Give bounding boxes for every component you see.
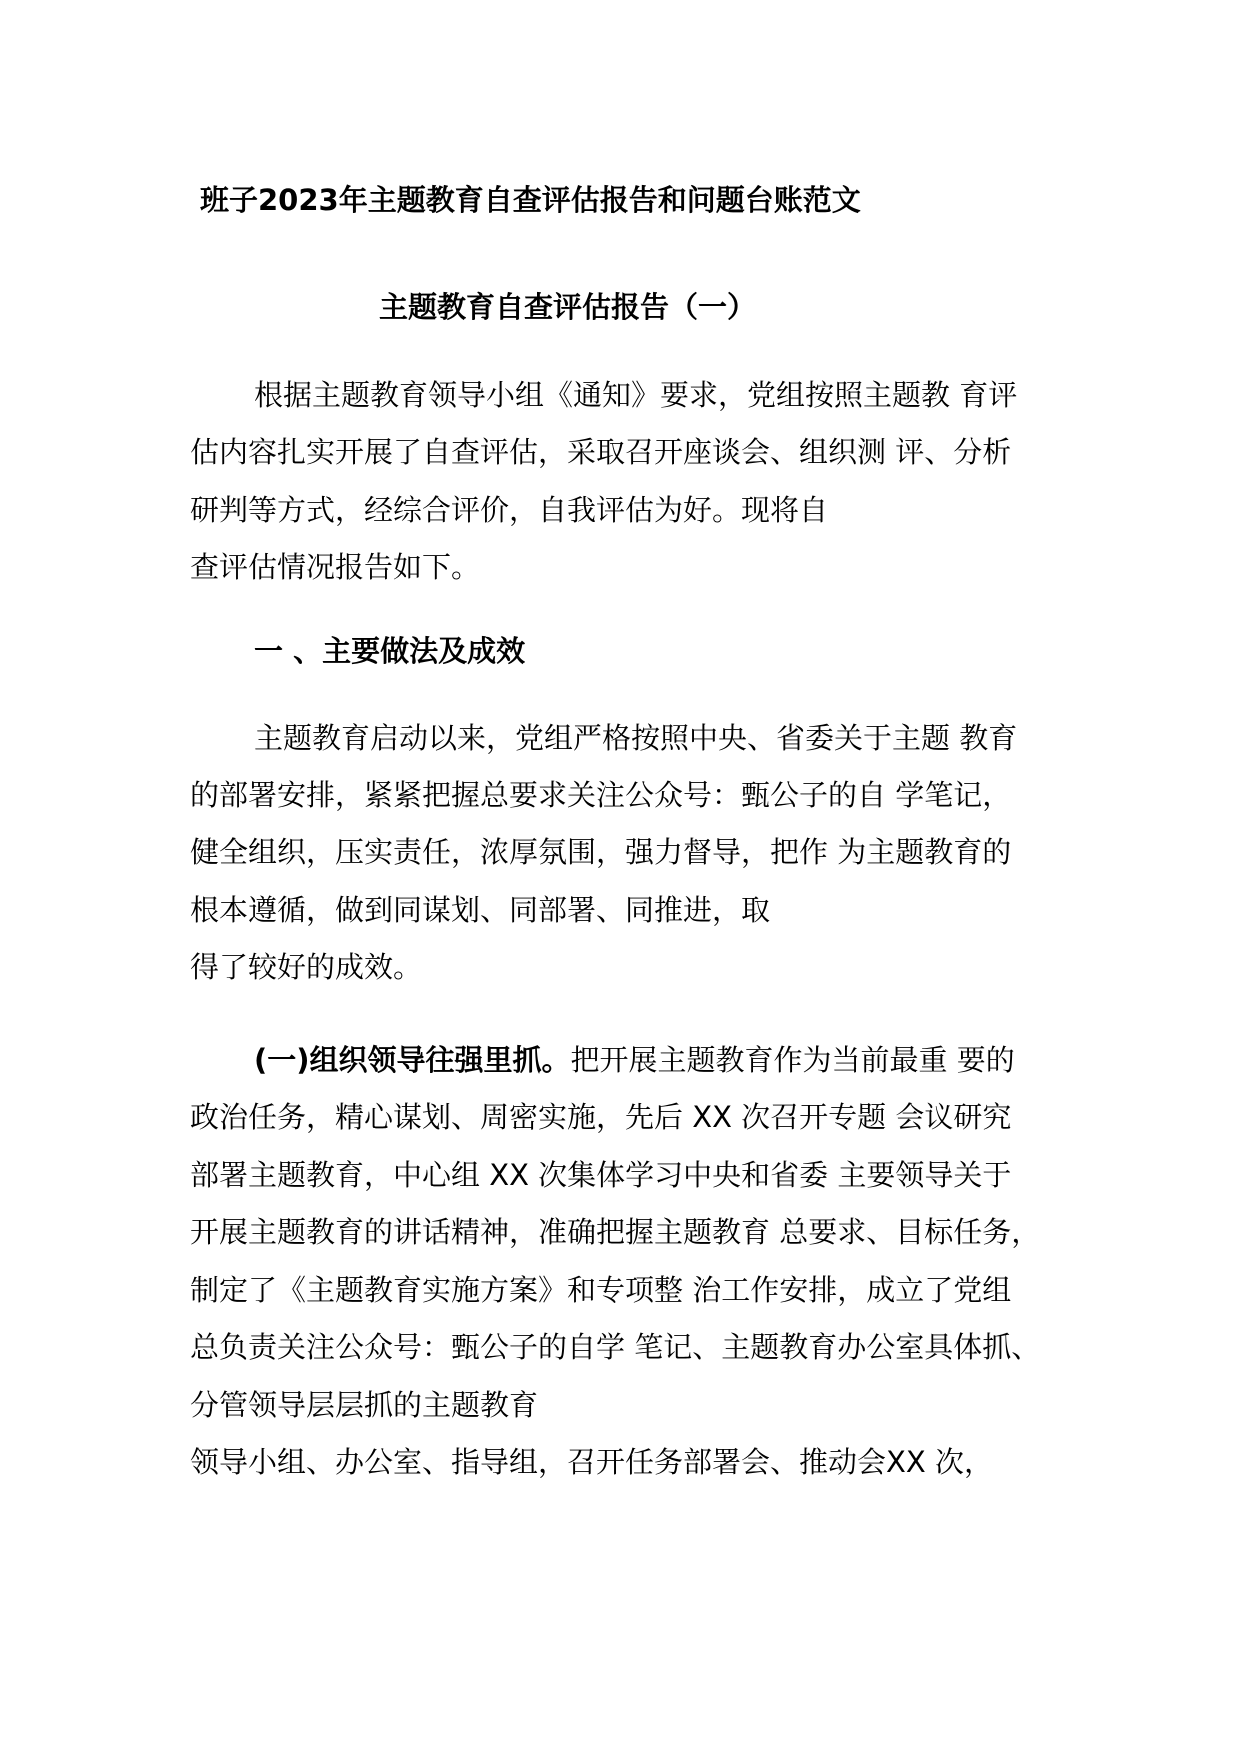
paragraph-line: 的部署安排，紧紧把握总要求关注公众号：甄公子的自 学笔记， [190,778,1012,812]
paragraph-text: 把开展主题教育作为当前最重 要的 [570,1043,1015,1077]
report-subtitle: 主题教育自查评估报告（一） [379,290,757,324]
paragraph-line: 健全组织，压实责任，浓厚氛围，强力督导，把作 为主题教育的 [190,835,1012,869]
paragraph-line: 根据主题教育领导小组《通知》要求，党组按照主题教 育评 [254,378,1018,412]
paragraph-line: 制定了《主题教育实施方案》和专项整 治工作安排，成立了党组 [190,1273,1012,1307]
paragraph-line [254,1040,1015,1080]
paragraph-line: 估内容扎实开展了自查评估，采取召开座谈会、组织测 评、分析 [190,435,1012,469]
paragraph-line: 总负责关注公众号：甄公子的自学 笔记、主题教育办公室具体抓、 [190,1330,1041,1364]
paragraph-line: 主题教育启动以来，党组严格按照中央、省委关于主题 教育 [254,721,1018,755]
paragraph-line: 根本遵循，做到同谋划、同部署、同推进，取 [190,893,771,927]
paragraph-line: 分管领导层层抓的主题教育 [190,1388,539,1422]
document-title: 班子2023年主题教育自查评估报告和问题台账范文 [200,183,861,217]
section-heading: 一 、主要做法及成效 [254,634,526,668]
subsection-lead: (一)组织领导往强里抓。 [254,1043,571,1077]
paragraph-line: 得了较好的成效。 [190,950,423,984]
paragraph-line: 查评估情况报告如下。 [190,550,481,584]
paragraph-line: 政治任务，精心谋划、周密实施，先后 XX 次召开专题 会议研究 [190,1100,1012,1134]
paragraph-line: 开展主题教育的讲话精神，准确把握主题教育 总要求、目标任务， [190,1215,1041,1249]
paragraph-line: 部署主题教育，中心组 XX 次集体学习中央和省委 主要领导关于 [190,1158,1012,1192]
paragraph-line: 领导小组、办公室、指导组，召开任务部署会、推动会XX 次， [190,1445,993,1479]
paragraph-line: 研判等方式，经综合评价，自我评估为好。现将自 [190,493,829,527]
